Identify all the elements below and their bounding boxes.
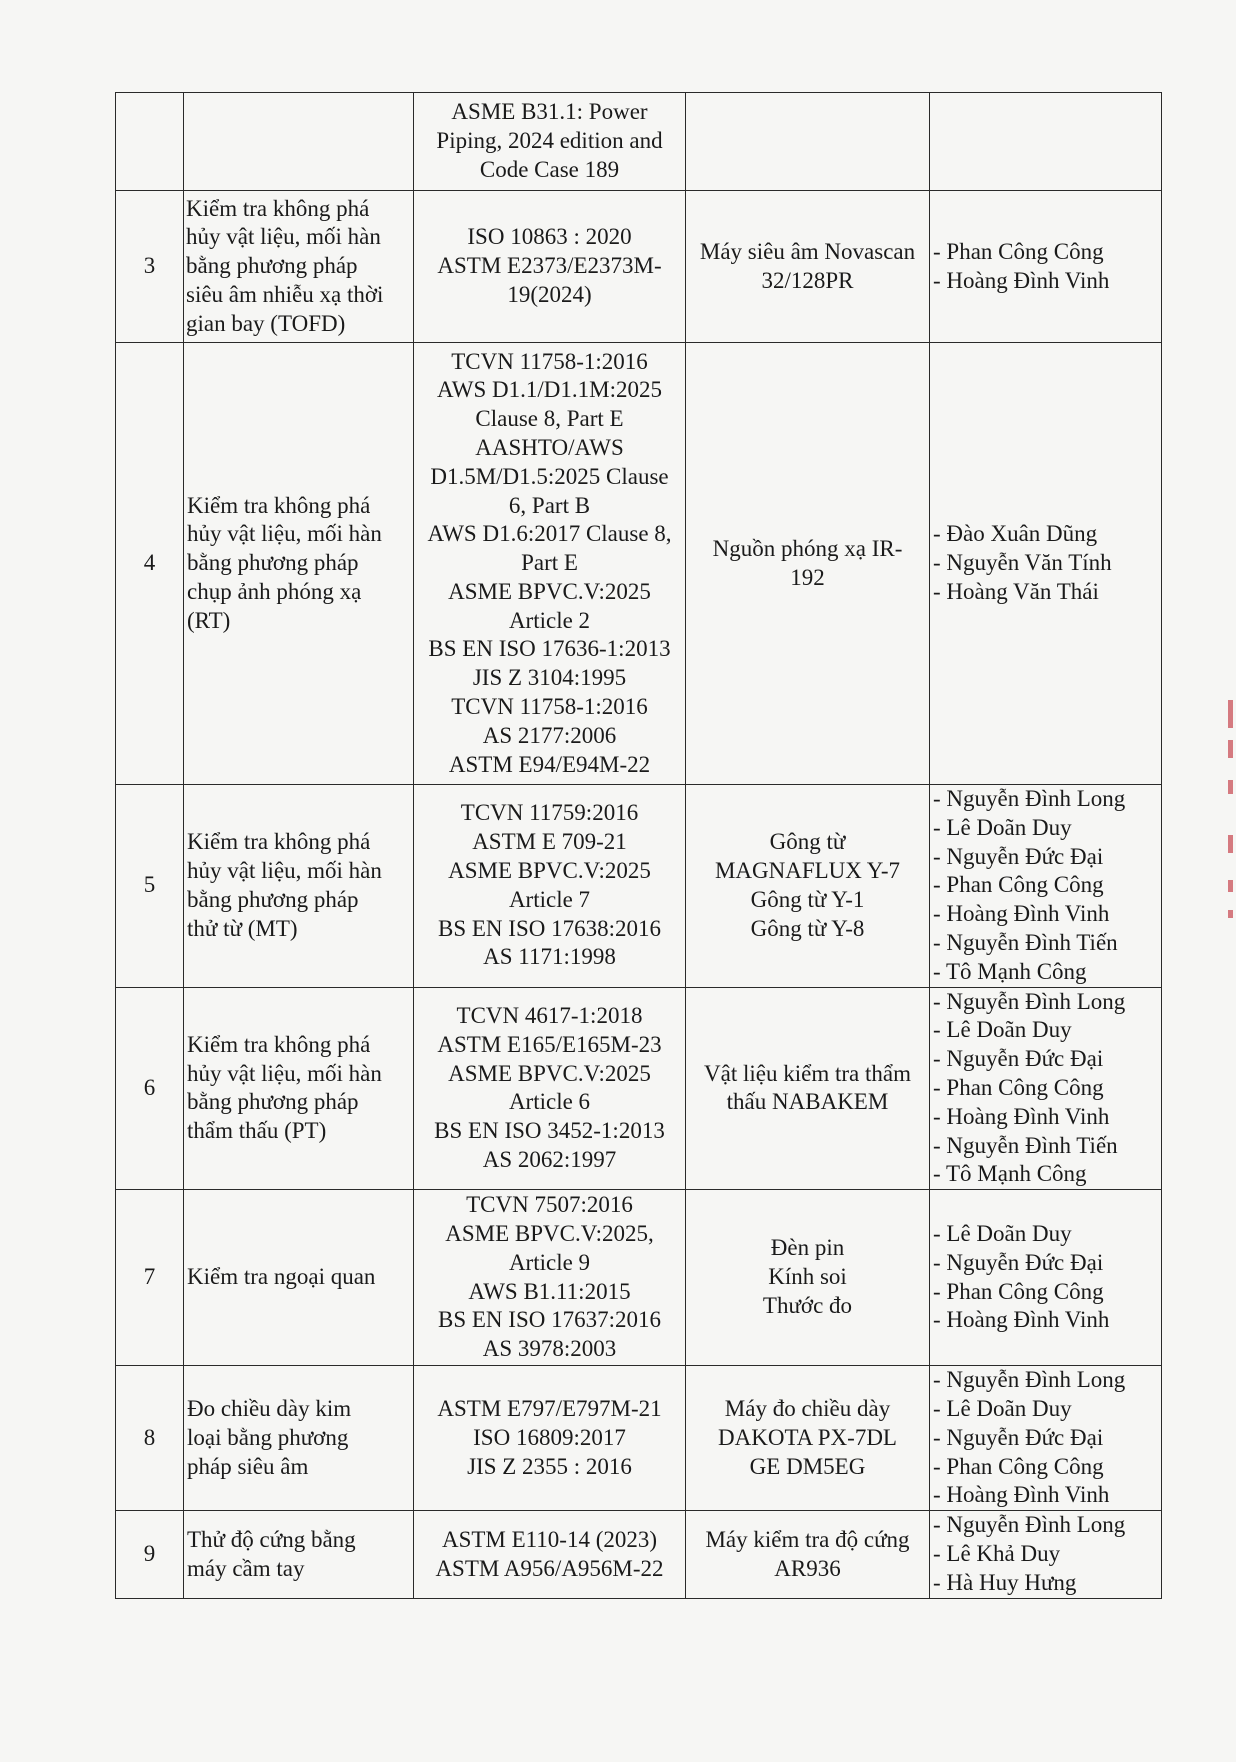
standard-line: JIS Z 2355 : 2016 [467, 1453, 632, 1479]
staff-line: - Hoàng Văn Thái [933, 578, 1099, 604]
test-method-line: hủy vật liệu, mối hàn [186, 224, 381, 250]
standard-line: AS 2062:1997 [482, 1146, 617, 1172]
equipment-line: Vật liệu kiểm tra thẩm [704, 1060, 911, 1086]
test-method-cell [184, 785, 414, 988]
standards-cell [414, 191, 686, 343]
staff-cell [930, 987, 1162, 1190]
test-method-cell [184, 1366, 414, 1511]
table-row [116, 343, 1162, 785]
standards-cell [414, 785, 686, 988]
standard-line: Article 2 [508, 607, 591, 633]
standard-line: TCVN 4617-1:2018 [456, 1002, 643, 1028]
equipment-line: Máy siêu âm Novascan [699, 238, 916, 264]
equipment-line: DAKOTA PX-7DL [718, 1424, 897, 1450]
staff-line: - Tô Mạnh Công [933, 1161, 1087, 1187]
table-row [116, 93, 1162, 191]
equipment-line: Gông từ Y-8 [750, 915, 865, 941]
standard-line: TCVN 7507:2016 [466, 1192, 633, 1218]
staff-line: - Hoàng Đình Vinh [933, 901, 1110, 927]
equipment-cell [686, 343, 930, 785]
methods-table [115, 92, 1162, 1599]
staff-line: - Đào Xuân Dũng [933, 521, 1098, 547]
edge-stamp-mark [1228, 780, 1233, 794]
standard-line: Article 7 [508, 886, 591, 912]
standard-line: AS 2177:2006 [482, 722, 617, 748]
test-method-line: thẩm thấu (PT) [187, 1118, 327, 1144]
test-method-line: bằng phương pháp [187, 550, 359, 576]
row-number: 5 [116, 785, 184, 988]
edge-stamp-mark [1228, 910, 1233, 918]
staff-line: - Lê Doãn Duy [933, 1017, 1072, 1043]
standard-line: ISO 16809:2017 [473, 1424, 626, 1450]
edge-stamp-mark [1228, 700, 1233, 728]
equipment-line: GE DM5EG [749, 1453, 866, 1479]
standards-cell [414, 343, 686, 785]
standard-line: 6, Part B [508, 492, 591, 518]
staff-line: - Nguyễn Đức Đại [933, 843, 1104, 869]
staff-line: - Nguyễn Văn Tính [933, 550, 1112, 576]
test-method-line: bằng phương pháp [187, 886, 359, 912]
staff-line: - Nguyễn Đình Long [933, 988, 1126, 1014]
standard-line: BS EN ISO 3452-1:2013 [434, 1118, 665, 1144]
standard-line: ASTM E2373/E2373M- [437, 253, 662, 279]
test-method-line: Kiểm tra ngoại quan [187, 1264, 376, 1290]
staff-cell [930, 785, 1162, 988]
staff-cell [930, 191, 1162, 343]
test-method-line: siêu âm nhiễu xạ thời [186, 281, 384, 307]
equipment-line: MAGNAFLUX Y-7 [714, 857, 901, 883]
standard-line: Part E [521, 550, 578, 576]
test-method-line: máy cầm tay [187, 1555, 305, 1581]
staff-line: - Lê Doãn Duy [933, 1221, 1072, 1247]
test-method-line: chụp ảnh phóng xạ [187, 578, 362, 604]
standard-line: Article 9 [508, 1249, 591, 1275]
equipment-cell [686, 1511, 930, 1599]
staff-line: - Tô Mạnh Công [933, 958, 1087, 984]
standard-line: TCVN 11759:2016 [460, 800, 639, 826]
standard-line: ASME B31.1: Power [451, 99, 648, 125]
standard-line: ASTM E110-14 (2023) [441, 1526, 658, 1552]
test-method-line: Thử độ cứng bằng [187, 1526, 356, 1552]
test-method-line: gian bay (TOFD) [186, 310, 346, 336]
staff-line: - Nguyễn Đình Long [933, 786, 1126, 811]
staff-line: - Nguyễn Đức Đại [933, 1046, 1104, 1072]
standards-cell [414, 987, 686, 1190]
row-number: 3 [116, 191, 184, 343]
equipment-line: Máy kiểm tra độ cứng [705, 1526, 910, 1552]
equipment-line: Máy đo chiều dày [724, 1395, 891, 1421]
staff-cell [930, 1511, 1162, 1599]
standard-line: AWS D1.6:2017 Clause 8, [427, 521, 672, 547]
test-method-cell [184, 987, 414, 1190]
standard-line: TCVN 11758-1:2016 [451, 694, 648, 720]
staff-line: - Hoàng Đình Vinh [933, 267, 1110, 293]
staff-line: - Nguyễn Đức Đại [933, 1249, 1104, 1275]
staff-line: - Phan Công Công [933, 1074, 1104, 1100]
equipment-line: 32/128PR [761, 267, 854, 293]
staff-line: - Hoàng Đình Vinh [933, 1307, 1110, 1333]
test-method-line: pháp siêu âm [187, 1453, 309, 1479]
standard-line: ASME BPVC.V:2025, [445, 1221, 654, 1247]
test-method-line: hủy vật liệu, mối hàn [187, 521, 382, 547]
equipment-cell [686, 93, 930, 191]
equipment-line: Đèn pin [770, 1235, 845, 1261]
standard-line: Clause 8, Part E [475, 406, 624, 432]
standard-line: BS EN ISO 17638:2016 [438, 915, 661, 941]
test-method-line: hủy vật liệu, mối hàn [187, 1060, 382, 1086]
equipment-cell [686, 987, 930, 1190]
standard-line: ASME BPVC.V:2025 [448, 1060, 651, 1086]
test-method-line: Kiểm tra không phá [186, 195, 370, 221]
staff-cell [930, 343, 1162, 785]
staff-line: - Hà Huy Hưng [933, 1570, 1077, 1596]
staff-line: - Phan Công Công [933, 238, 1104, 264]
staff-line: - Phan Công Công [933, 1278, 1104, 1304]
standard-line: D1.5M/D1.5:2025 Clause [430, 463, 669, 489]
equipment-line: Nguồn phóng xạ IR- [712, 535, 903, 561]
test-method-line: hủy vật liệu, mối hàn [187, 857, 382, 883]
edge-stamp-mark [1228, 835, 1233, 853]
test-method-line: Kiểm tra không phá [187, 492, 371, 518]
standard-line: ASME BPVC.V:2025 [448, 857, 651, 883]
standards-cell [414, 1190, 686, 1366]
standard-line: JIS Z 3104:1995 [472, 665, 627, 691]
standard-line: ASTM E 709-21 [472, 829, 627, 855]
standard-line: 19(2024) [507, 281, 592, 307]
test-method-line: bằng phương pháp [186, 253, 358, 279]
standard-line: AWS B1.11:2015 [468, 1278, 631, 1304]
standard-line: Article 6 [508, 1089, 591, 1115]
standard-line: AWS D1.1/D1.1M:2025 [437, 377, 662, 403]
test-method-cell [184, 93, 414, 191]
row-number: 8 [116, 1366, 184, 1511]
table-row [116, 987, 1162, 1190]
staff-line: - Nguyễn Đình Tiến [933, 1132, 1118, 1158]
table-row [116, 1366, 1162, 1511]
table-row [116, 1190, 1162, 1366]
staff-line: - Phan Công Công [933, 1453, 1104, 1479]
standards-cell [414, 1511, 686, 1599]
standard-line: ASTM E94/E94M-22 [448, 751, 651, 777]
equipment-line: Kính soi [768, 1264, 847, 1290]
test-method-line: thử từ (MT) [187, 915, 298, 941]
equipment-cell [686, 191, 930, 343]
staff-cell [930, 1190, 1162, 1366]
row-number [116, 93, 184, 191]
equipment-line: Gông từ [769, 829, 846, 855]
staff-cell [930, 1366, 1162, 1511]
staff-line: - Nguyễn Đức Đại [933, 1424, 1104, 1450]
test-method-cell [184, 1511, 414, 1599]
test-method-cell [184, 191, 414, 343]
row-number: 6 [116, 987, 184, 1190]
test-method-line: Kiểm tra không phá [187, 1031, 371, 1057]
test-method-line: (RT) [187, 607, 231, 633]
standard-line: BS EN ISO 17636-1:2013 [428, 636, 671, 662]
table-row [116, 785, 1162, 988]
staff-line: - Nguyễn Đình Long [933, 1512, 1126, 1538]
staff-line: - Hoàng Đình Vinh [933, 1482, 1110, 1508]
standard-line: ISO 10863 : 2020 [467, 224, 632, 250]
staff-line: - Hoàng Đình Vinh [933, 1103, 1110, 1129]
row-number: 9 [116, 1511, 184, 1599]
standard-line: AS 3978:2003 [482, 1336, 617, 1362]
equipment-line: 192 [790, 564, 825, 590]
test-method-line: Kiểm tra không phá [187, 829, 371, 855]
staff-line: - Nguyễn Đình Tiến [933, 929, 1118, 955]
standard-line: AS 1171:1998 [483, 944, 616, 970]
standard-line: TCVN 11758-1:2016 [451, 348, 648, 374]
staff-cell [930, 93, 1162, 191]
table-row [116, 191, 1162, 343]
standard-line: ASME BPVC.V:2025 [448, 578, 651, 604]
table-row [116, 1511, 1162, 1599]
row-number: 4 [116, 343, 184, 785]
standard-line: ASTM E797/E797M-21 [437, 1395, 662, 1421]
equipment-line: thấu NABAKEM [726, 1089, 889, 1115]
test-method-line: Đo chiều dày kim [187, 1395, 352, 1421]
staff-line: - Phan Công Công [933, 872, 1104, 898]
test-method-line: loại bằng phương [187, 1424, 349, 1450]
standards-cell [414, 93, 686, 191]
standard-line: ASTM A956/A956M-22 [435, 1555, 664, 1581]
standard-line: ASTM E165/E165M-23 [437, 1031, 662, 1057]
equipment-cell [686, 1190, 930, 1366]
edge-stamp-mark [1228, 740, 1233, 758]
standard-line: BS EN ISO 17637:2016 [438, 1307, 661, 1333]
equipment-line: Gông từ Y-1 [750, 886, 865, 912]
row-number: 7 [116, 1190, 184, 1366]
equipment-line: Thước đo [762, 1293, 853, 1319]
staff-line: - Lê Khả Duy [933, 1541, 1061, 1567]
standard-line: AASHTO/AWS [475, 434, 624, 460]
test-method-cell [184, 343, 414, 785]
standards-cell [414, 1366, 686, 1511]
staff-line: - Lê Doãn Duy [933, 1395, 1072, 1421]
equipment-cell [686, 785, 930, 988]
equipment-cell [686, 1366, 930, 1511]
equipment-line: AR936 [774, 1555, 841, 1581]
standard-line: Code Case 189 [479, 156, 620, 182]
staff-line: - Nguyễn Đình Long [933, 1367, 1126, 1393]
staff-line: - Lê Doãn Duy [933, 814, 1072, 840]
test-method-cell [184, 1190, 414, 1366]
standard-line: Piping, 2024 edition and [436, 128, 663, 154]
test-method-line: bằng phương pháp [187, 1089, 359, 1115]
edge-stamp-mark [1228, 880, 1233, 892]
